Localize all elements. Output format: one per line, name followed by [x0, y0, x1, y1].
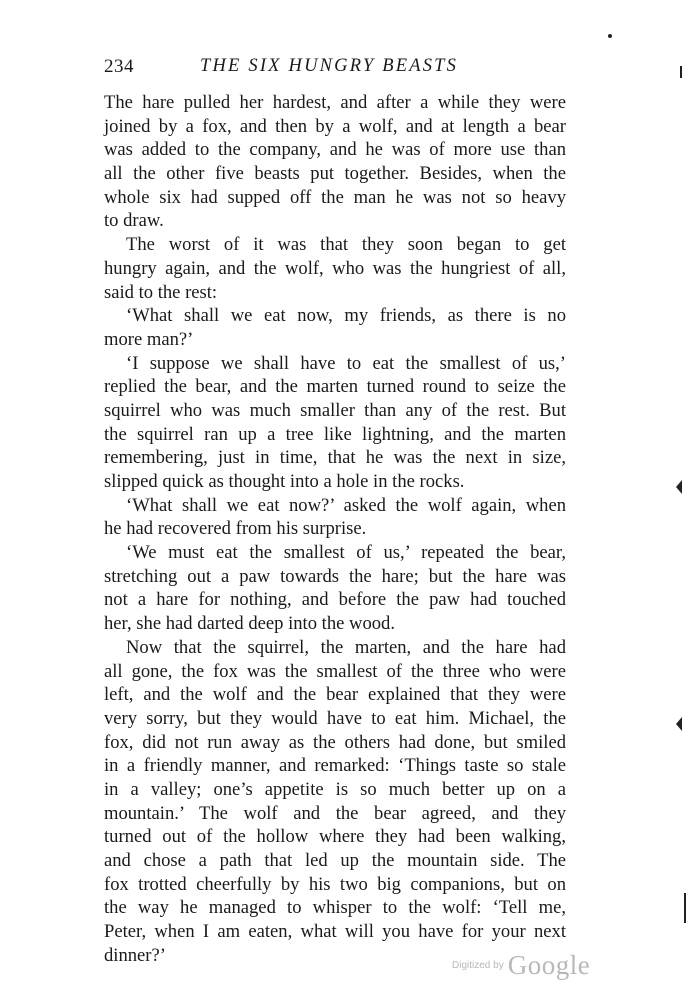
text-line: her, she had darted deep into the wood. — [104, 613, 395, 635]
text-line: hungry again, and the wolf, who was the hungriest of all, — [104, 257, 566, 279]
text-line: Now that the squirrel, the marten, and the hare had — [126, 636, 566, 658]
text-line: The hare pulled her hardest, and after a while they were — [104, 92, 566, 113]
edge-mark — [676, 717, 682, 731]
text-line: and chose a path that led up the mountain side. The — [104, 850, 566, 871]
text-line: slipped quick as thought into a hole in the rocks. — [104, 471, 465, 492]
text-line: turned out of the hollow where they had been walking, — [104, 826, 566, 848]
text-line: squirrel who was much smaller than any of the rest. But — [104, 399, 566, 421]
text-line: joined by a fox, and then by a wolf, and at length a bear — [104, 115, 566, 137]
text-line: Peter, when I am eaten, what will you have for your next — [104, 921, 566, 943]
text-line: mountain.’ The wolf and the bear agreed, and they — [104, 802, 566, 824]
running-head — [104, 56, 574, 82]
edge-mark — [676, 480, 682, 494]
text-line: very sorry, but they would have to eat him. Michael, the — [104, 707, 566, 729]
watermark-brand: Google — [507, 950, 591, 980]
text-line: dinner?’ — [104, 944, 166, 966]
edge-mark — [680, 66, 682, 78]
text-line: more man?’ — [104, 328, 194, 350]
text-line: replied the bear, and the marten turned round to seize the — [104, 376, 566, 398]
text-line: remembering, just in time, that he was the next in size, — [104, 447, 566, 469]
running-title: THE SIX HUNGRY BEASTS — [200, 56, 459, 76]
scan-speck — [608, 34, 612, 38]
text-line: ‘I suppose we shall have to eat the smallest of us,’ — [126, 352, 566, 374]
text-line: in a friendly manner, and remarked: ‘Things taste so stale — [104, 755, 566, 777]
text-line: the squirrel ran up a tree like lightning, and the marten — [104, 423, 566, 445]
text-line: to draw. — [104, 210, 164, 232]
text-line: left, and the wolf and the bear explained that they were — [104, 684, 566, 706]
text-line: The worst of it was that they soon began to get — [126, 234, 566, 256]
edge-mark — [684, 893, 686, 923]
page-number: 234 — [104, 56, 134, 77]
text-line: stretching out a paw towards the hare; but the hare was — [104, 565, 566, 587]
digitized-by-google-watermark — [452, 950, 590, 984]
text-line: was added to the company, and he was of more use than — [104, 139, 566, 161]
text-line: in a valley; one’s appetite is so much better up on a — [104, 778, 566, 800]
text-line: the way he managed to whisper to the wolf: ‘Tell me, — [104, 897, 566, 919]
text-line: said to the rest: — [104, 281, 218, 303]
text-line: not a hare for nothing, and before the paw had touched — [104, 589, 566, 611]
text-line: fox trotted cheerfully by his two big companions, but on — [104, 873, 566, 895]
body-text — [104, 91, 566, 967]
text-line: fox, did not run away as the others had done, but smiled — [104, 731, 566, 753]
text-line: all gone, the fox was the smallest of the three who were — [104, 660, 566, 682]
text-line: whole six had supped off the man he was not so heavy — [104, 186, 566, 208]
text-line: ‘We must eat the smallest of us,’ repeated the bear, — [126, 542, 566, 564]
text-line: ‘What shall we eat now?’ asked the wolf again, when — [126, 494, 566, 516]
text-line: all the other five beasts put together. Besides, when the — [104, 163, 566, 185]
text-line: he had recovered from his surprise. — [104, 518, 367, 540]
watermark-prefix: Digitized by — [452, 960, 504, 971]
text-line: ‘What shall we eat now, my friends, as there is no — [126, 305, 566, 327]
